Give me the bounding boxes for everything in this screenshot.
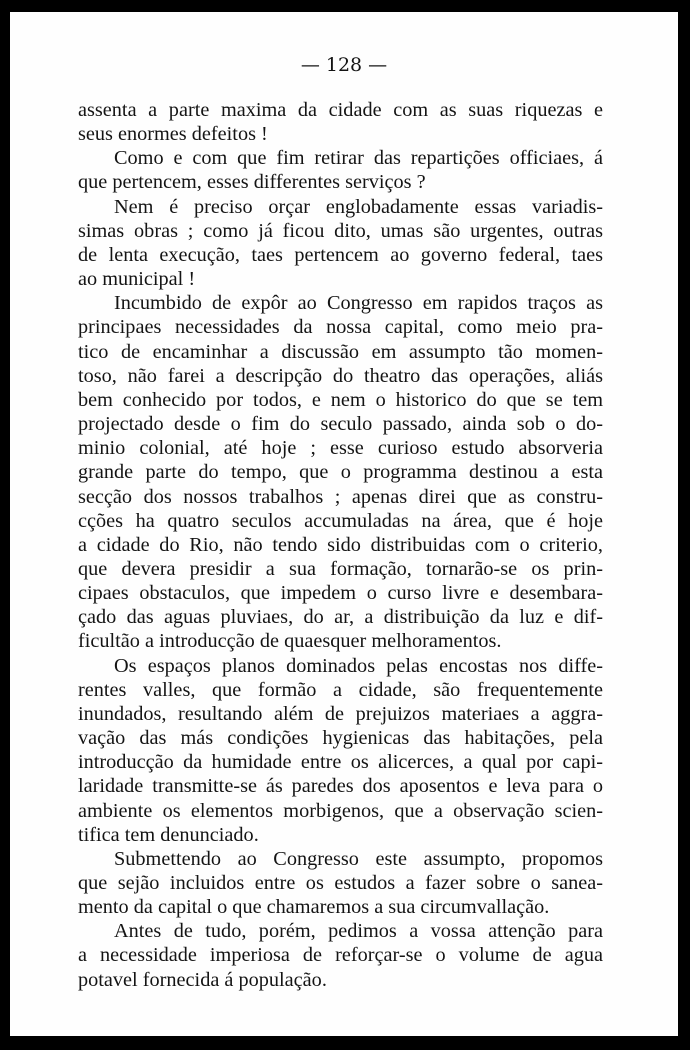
text-line: a cidade do Rio, não tendo sido distribuidas com o criterio, xyxy=(78,533,603,556)
text-line: ao municipal ! xyxy=(78,268,196,291)
text-line: mento da capital o que chamaremos a sua circumvallação. xyxy=(78,896,550,919)
text-line: ambiente os elementos morbigenos, que a observação scien- xyxy=(78,799,603,822)
text-line: rentes valles, que formão a cidade, são frequentemente xyxy=(78,678,603,701)
text-line: que sejão incluidos entre os estudos a fazer sobre o sanea- xyxy=(78,872,603,894)
text-line: assenta a parte maxima da cidade com as suas riquezas e xyxy=(78,99,603,121)
text-line: a necessidade imperiosa de reforçar-se o volume de agua xyxy=(78,944,603,967)
text-line: bem conhecido por todos, e nem o historico do que se tem xyxy=(78,388,603,411)
text-line: ficultão a introducção de quaesquer melhoramentos. xyxy=(78,630,502,653)
page-number: — 128 — xyxy=(300,54,388,76)
text-line: vação das más condições hygienicas das habitações, pela xyxy=(78,727,603,750)
text-line: seus enormes defeitos ! xyxy=(78,123,268,146)
text-line: simas obras ; como já ficou dito, umas são urgentes, outras xyxy=(78,219,603,242)
text-line: que pertencem, esses differentes serviços ? xyxy=(78,171,426,194)
text-line: cções ha quatro seculos accumuladas na área, que é hoje xyxy=(78,509,603,532)
text-line: introducção da humidade entre os alicerces, a qual por capi- xyxy=(78,751,603,774)
text-line: Incumbido de expôr ao Congresso em rapidos traços as xyxy=(114,292,603,315)
text-line: Submettendo ao Congresso este assumpto, propomos xyxy=(114,847,603,870)
text-line: minio colonial, até hoje ; esse curioso estudo absorveria xyxy=(78,437,603,460)
text-line: Como e com que fim retirar das repartições officiaes, á xyxy=(114,147,603,170)
book-page xyxy=(10,12,678,1036)
text-line: projectado desde o fim do seculo passado, ainda sob o do- xyxy=(78,413,603,436)
text-line: tifica tem denunciado. xyxy=(78,823,259,846)
text-line: potavel fornecida á população. xyxy=(78,968,327,991)
text-line: toso, não farei a descripção do theatro das operações, aliás xyxy=(78,364,603,387)
text-line: de lenta execução, taes pertencem ao governo federal, taes xyxy=(78,243,603,266)
text-line: principaes necessidades da nossa capital, como meio pra- xyxy=(78,316,603,339)
text-line: Nem é preciso orçar englobadamente essas variadis- xyxy=(114,195,603,218)
text-line: Antes de tudo, porém, pedimos a vossa attenção para xyxy=(114,920,603,943)
text-line: laridade transmitte-se ás paredes dos aposentos e leva para o xyxy=(78,775,603,798)
text-line: Os espaços planos dominados pelas encostas nos diffe- xyxy=(114,654,603,677)
text-line: que devera presidir a sua formação, tornarão-se os prin- xyxy=(78,557,603,580)
text-line: inundados, resultando além de prejuizos materiaes a aggra- xyxy=(78,702,603,725)
text-line: cipaes obstaculos, que impedem o curso livre e desembara- xyxy=(78,582,603,605)
text-line: grande parte do tempo, que o programma destinou a esta xyxy=(78,461,603,484)
text-line: çado das aguas pluviaes, do ar, a distribuição da luz e dif- xyxy=(78,606,603,629)
page-body xyxy=(78,98,603,992)
text-line: tico de encaminhar a discussão em assumpto tão momen- xyxy=(78,340,603,363)
text-line: secção dos nossos trabalhos ; apenas direi que as constru- xyxy=(78,485,603,508)
